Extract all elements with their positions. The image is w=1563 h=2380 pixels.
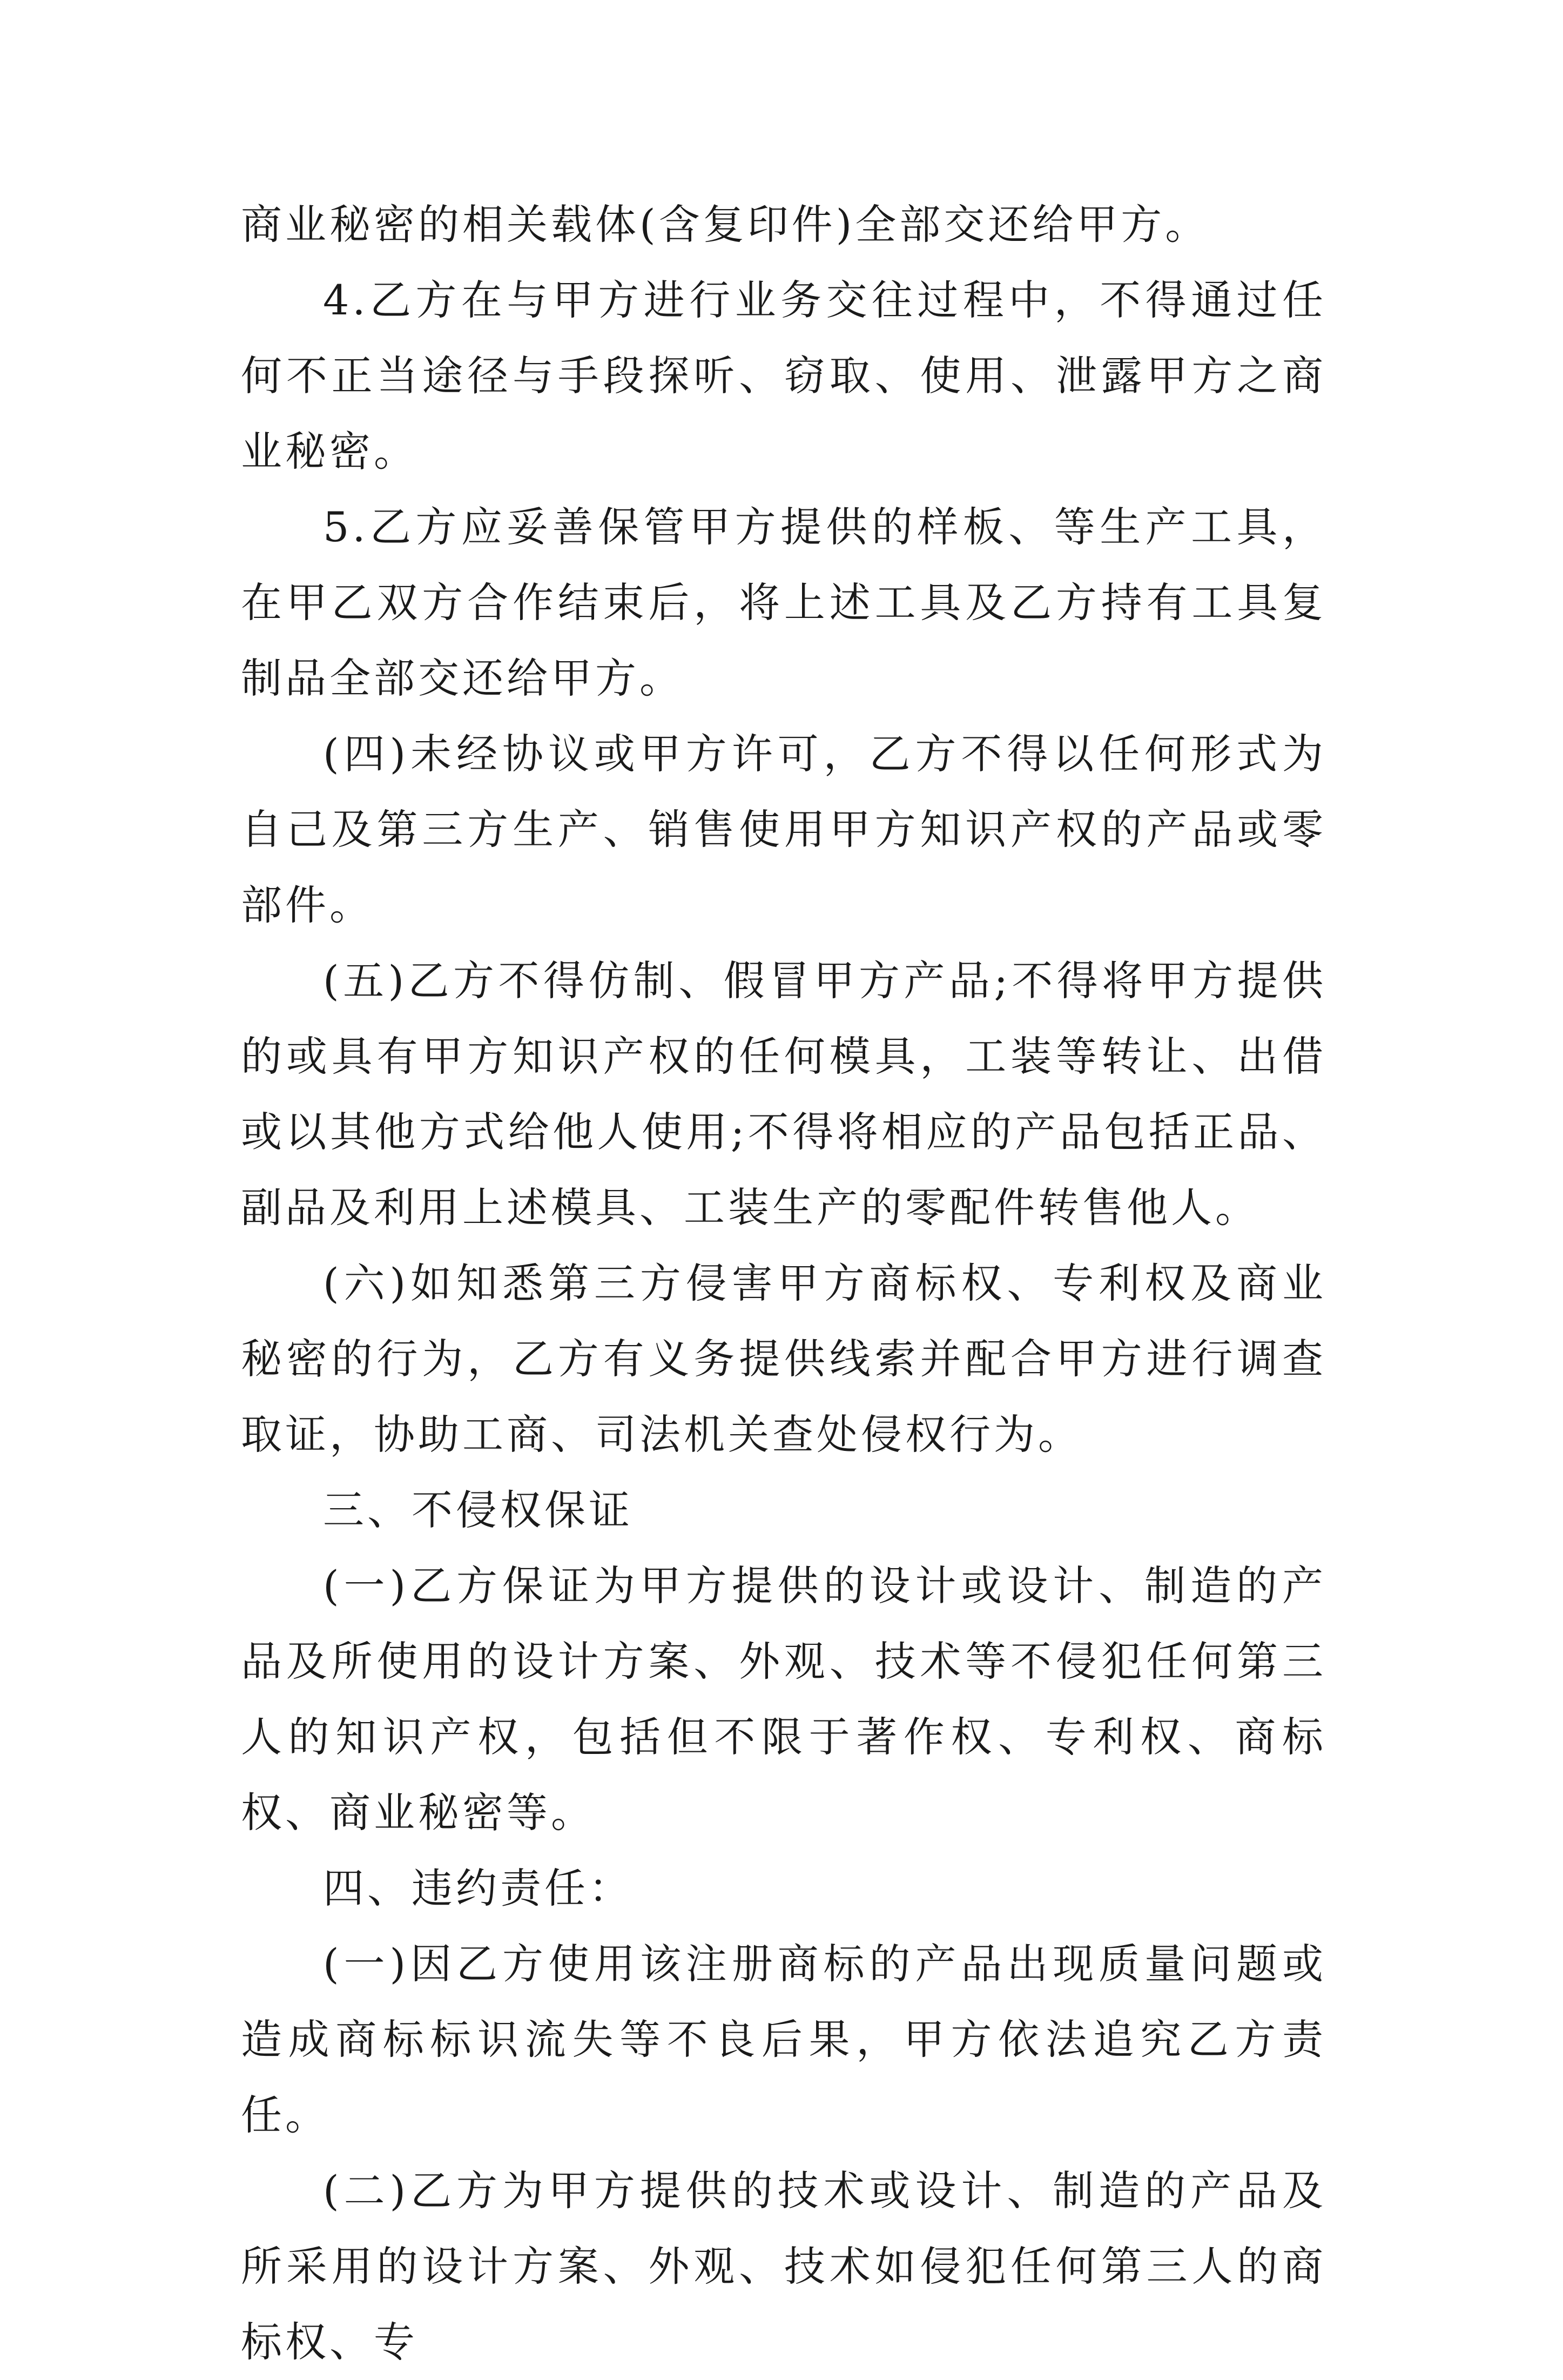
paragraph-continuation: 商业秘密的相关载体(含复印件)全部交还给甲方。 bbox=[241, 200, 1210, 248]
heading-non-infringement: 三、不侵权保证 bbox=[323, 1486, 633, 1534]
heading-liability: 四、违约责任： bbox=[323, 1864, 633, 1912]
paragraph-liability-1: (一)因乙方使用该注册商标的产品出现质量问题或造成商标标识流失等不良后果，甲方依法追究乙方责任。 bbox=[241, 1940, 1326, 2139]
paragraph-section-6: (六)如知悉第三方侵害甲方商标权、专利权及商业秘密的行为，乙方有义务提供线索并配合甲方进行调查取证，协助工商、司法机关查处侵权行为。 bbox=[241, 1259, 1326, 1458]
paragraph-section-4: (四)未经协议或甲方许可，乙方不得以任何形式为自己及第三方生产、销售使用甲方知识产权的产品或零部件。 bbox=[241, 730, 1326, 929]
document-body bbox=[241, 187, 1326, 2380]
paragraph-item-4: 4.乙方在与甲方进行业务交往过程中，不得通过任何不正当途径与手段探听、窃取、使用、泄露甲方之商业秘密。 bbox=[241, 276, 1326, 475]
paragraph-item-5: 5.乙方应妥善保管甲方提供的样板、等生产工具，在甲乙双方合作结束后，将上述工具及乙方持有工具复制品全部交还给甲方。 bbox=[241, 503, 1326, 702]
paragraph-guarantee-1: (一)乙方保证为甲方提供的设计或设计、制造的产品及所使用的设计方案、外观、技术等不侵犯任何第三人的知识产权，包括但不限于著作权、专利权、商标权、商业秘密等。 bbox=[241, 1562, 1326, 1837]
paragraph-liability-2: (二)乙方为甲方提供的技术或设计、制造的产品及所采用的设计方案、外观、技术如侵犯任何第三人的商标权、专 bbox=[241, 2167, 1326, 2366]
paragraph-section-5: (五)乙方不得仿制、假冒甲方产品;不得将甲方提供的或具有甲方知识产权的任何模具，工装等转让、出借或以其他方式给他人使用;不得将相应的产品包括正品、副品及利用上述模具、工装生产的零配件转售他人。 bbox=[241, 957, 1326, 1232]
